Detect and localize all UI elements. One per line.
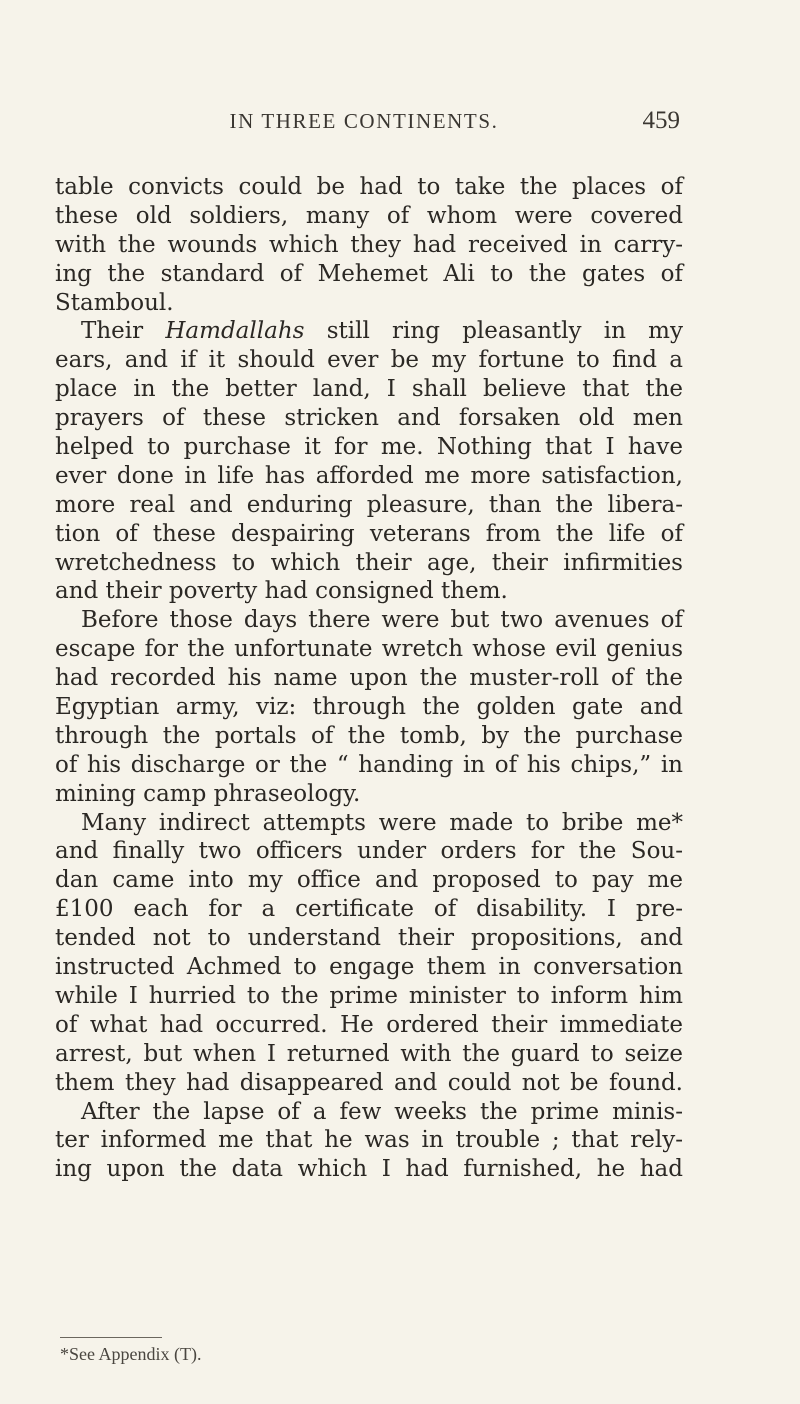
text-line: tended not to understand their propositions, and xyxy=(55,925,683,952)
text-line: through the portals of the tomb, by the purchase xyxy=(55,722,683,749)
text-line: After the lapse of a few weeks the prime minis- xyxy=(81,1098,683,1125)
text-line: £100 each for a certificate of disability. I pre- xyxy=(55,896,683,923)
text-line: place in the better land, I shall believe that the xyxy=(55,376,683,403)
text-line: dan came into my office and proposed to pay me xyxy=(55,867,683,894)
text-line: of his discharge or the “ handing in of his chips,” in xyxy=(55,751,683,778)
text-line: and their poverty had consigned them. xyxy=(55,578,508,605)
text-line: Egyptian army, viz: through the golden gate and xyxy=(55,694,683,721)
footnote: *See Appendix (T). xyxy=(60,1344,202,1364)
text-line: of what had occurred. He ordered their immediate xyxy=(55,1011,683,1038)
italic-word: Hamdallahs xyxy=(165,318,305,345)
text-line: wretchedness to which their age, their infirmities xyxy=(55,549,683,576)
text-line: had recorded his name upon the muster-roll of the xyxy=(55,665,683,692)
text-line: Their Hamdallahs still ring pleasantly in my xyxy=(81,318,683,345)
text-line: arrest, but when I returned with the guard to seize xyxy=(55,1040,683,1067)
text-line: Stamboul. xyxy=(55,289,174,316)
text-line: ing the standard of Mehemet Ali to the gates of xyxy=(55,260,683,287)
page-header xyxy=(48,109,680,149)
running-head: IN THREE CONTINENTS. xyxy=(229,109,499,133)
text-line: tion of these despairing veterans from the life of xyxy=(55,520,683,547)
text-line: them they had disappeared and could not be found. xyxy=(55,1069,683,1096)
body-text xyxy=(55,173,683,1184)
text-line: while I hurried to the prime minister to inform him xyxy=(55,982,683,1009)
text-line: with the wounds which they had received in carry- xyxy=(55,231,683,258)
text-line: Many indirect attempts were made to bribe me* xyxy=(81,809,683,836)
text-line: these old soldiers, many of whom were covered xyxy=(55,202,683,229)
text-line: more real and enduring pleasure, than the libera- xyxy=(55,491,683,518)
page-number: 459 xyxy=(642,107,680,134)
text-line: ever done in life has afforded me more satisfaction, xyxy=(55,462,683,489)
text-line: ing upon the data which I had furnished, he had xyxy=(55,1156,683,1183)
footnote-rule xyxy=(60,1337,162,1338)
text-line: ears, and if it should ever be my fortune to find a xyxy=(55,347,683,374)
text-line: Before those days there were but two avenues of xyxy=(81,607,683,634)
text-line: instructed Achmed to engage them in conversation xyxy=(55,954,683,981)
text-line: and finally two officers under orders for the Sou- xyxy=(55,838,683,865)
text-line: table convicts could be had to take the places of xyxy=(55,174,683,200)
text-line: mining camp phraseology. xyxy=(55,780,361,807)
text-line: helped to purchase it for me. Nothing that I have xyxy=(55,434,683,461)
text-line: prayers of these stricken and forsaken old men xyxy=(55,405,683,432)
text-line: ter informed me that he was in trouble ; that rely- xyxy=(55,1127,683,1154)
text-line: escape for the unfortunate wretch whose evil genius xyxy=(55,636,683,663)
